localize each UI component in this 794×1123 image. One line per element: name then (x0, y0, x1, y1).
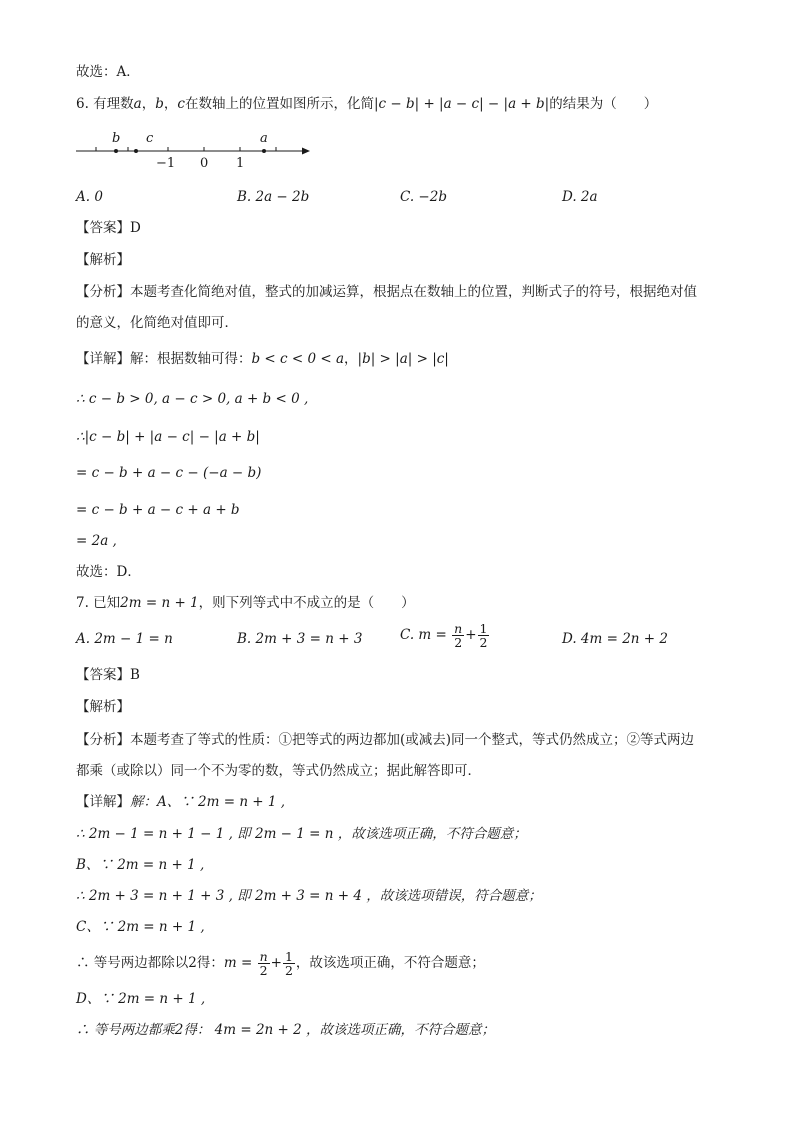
q7-fenxi-line2: 都乘（或除以）同一个不为零的数，等式仍然成立；据此解答即可． (76, 763, 481, 779)
q6-option-c: C. −2b (400, 189, 447, 205)
tick-label-neg1: −1 (156, 156, 176, 171)
point-label-c: c (146, 131, 154, 146)
q7-option-c: C. m = $\frac{n}{2}$ + $\frac{1}{2}$ (400, 621, 488, 650)
point-label-b: b (112, 131, 121, 146)
q6-option-b: B. 2a − 2b (237, 189, 310, 205)
q6-stem: 6. 有理数a，b，c在数轴上的位置如图所示，化简|c − b| + |a − c| − |a + b|的结果为（ ） (76, 96, 658, 112)
q7-option-a: A. 2m − 1 = n (76, 631, 173, 647)
tick-label-1: 1 (236, 156, 245, 171)
q7-detail-line4: ∴ 2m + 3 = n + 1 + 3 , 即 2m + 3 = n + 4 ，故该选项错误，符合题意； (76, 888, 542, 904)
q7-detail-line1: 【详解】解：A、∵ 2m = n + 1 , (76, 794, 286, 810)
point-a-dot (262, 149, 266, 153)
q6-expression: |c − b| + |a − c| − |a + b| (373, 96, 550, 112)
q6-detail-line1: 【详解】解：根据数轴可得：b < c < 0 < a，|b| > |a| > |c| (76, 351, 449, 367)
q7-option-b: B. 2m + 3 = n + 3 (237, 631, 363, 647)
number-line-figure (74, 126, 324, 172)
point-label-a: a (260, 131, 268, 146)
q7-detail-line6: ∴ 等号两边都除以2得：m = $\frac{n}{2}$ + $\frac{1}{2}$ ，故该选项正确，不符合题意； (76, 949, 485, 978)
q7-detail-line7: D、∵ 2m = n + 1 , (76, 991, 206, 1007)
q5-conclusion: 故选：A． (76, 64, 140, 80)
fraction-n-over-2: $\frac{n}{2}$ (259, 949, 268, 978)
q6-detail-line4: = c − b + a − c − (−a − b) (76, 465, 262, 481)
fraction-n-over-2: $\frac{n}{2}$ (454, 621, 463, 650)
fraction-1-over-2: $\frac{1}{2}$ (284, 949, 293, 978)
q6-option-d: D. 2a (562, 189, 598, 205)
q6-answer: 【答案】D (76, 220, 141, 236)
q7-analysis-heading: 【解析】 (76, 699, 130, 715)
q6-fenxi-line2: 的意义，化简绝对值即可． (76, 315, 238, 331)
point-c-dot (134, 149, 138, 153)
q6-analysis-heading: 【解析】 (76, 252, 130, 268)
arrow-icon (302, 148, 310, 155)
q6-detail-line6: = 2a , (76, 533, 117, 549)
q6-detail-line3: ∴|c − b| + |a − c| − |a + b| (76, 429, 260, 445)
q7-detail-line5: C、∵ 2m = n + 1 , (76, 919, 205, 935)
q7-option-d: D. 4m = 2n + 2 (562, 631, 668, 647)
q7-fenxi-line1: 【分析】本题考查了等式的性质：①把等式的两边都加(或减去)同一个整式，等式仍然成立；②等式两边 (76, 732, 695, 748)
point-b-dot (114, 149, 118, 153)
q6-detail-line2: ∴ c − b > 0, a − c > 0, a + b < 0 , (76, 391, 309, 407)
q7-answer: 【答案】B (76, 667, 140, 683)
q6-fenxi-line1: 【分析】本题考查化简绝对值，整式的加减运算，根据点在数轴上的位置，判断式子的符号，根据绝对值 (76, 284, 697, 300)
q7-detail-line2: ∴ 2m − 1 = n + 1 − 1 , 即 2m − 1 = n ，故该选项正确，不符合题意； (76, 826, 527, 842)
tick-label-0: 0 (200, 156, 209, 171)
q7-detail-line3: B、∵ 2m = n + 1 , (76, 857, 205, 873)
q6-conclusion: 故选：D． (76, 564, 141, 580)
q6-detail-line5: = c − b + a − c + a + b (76, 502, 240, 518)
q7-detail-line8: ∴ 等号两边都乘2得： 4m = 2n + 2 ，故该选项正确，不符合题意； (76, 1022, 496, 1038)
q7-stem: 7. 已知2m = n + 1，则下列等式中不成立的是（ ） (76, 595, 415, 611)
fraction-1-over-2: $\frac{1}{2}$ (479, 621, 488, 650)
q6-option-a: A. 0 (76, 189, 103, 205)
